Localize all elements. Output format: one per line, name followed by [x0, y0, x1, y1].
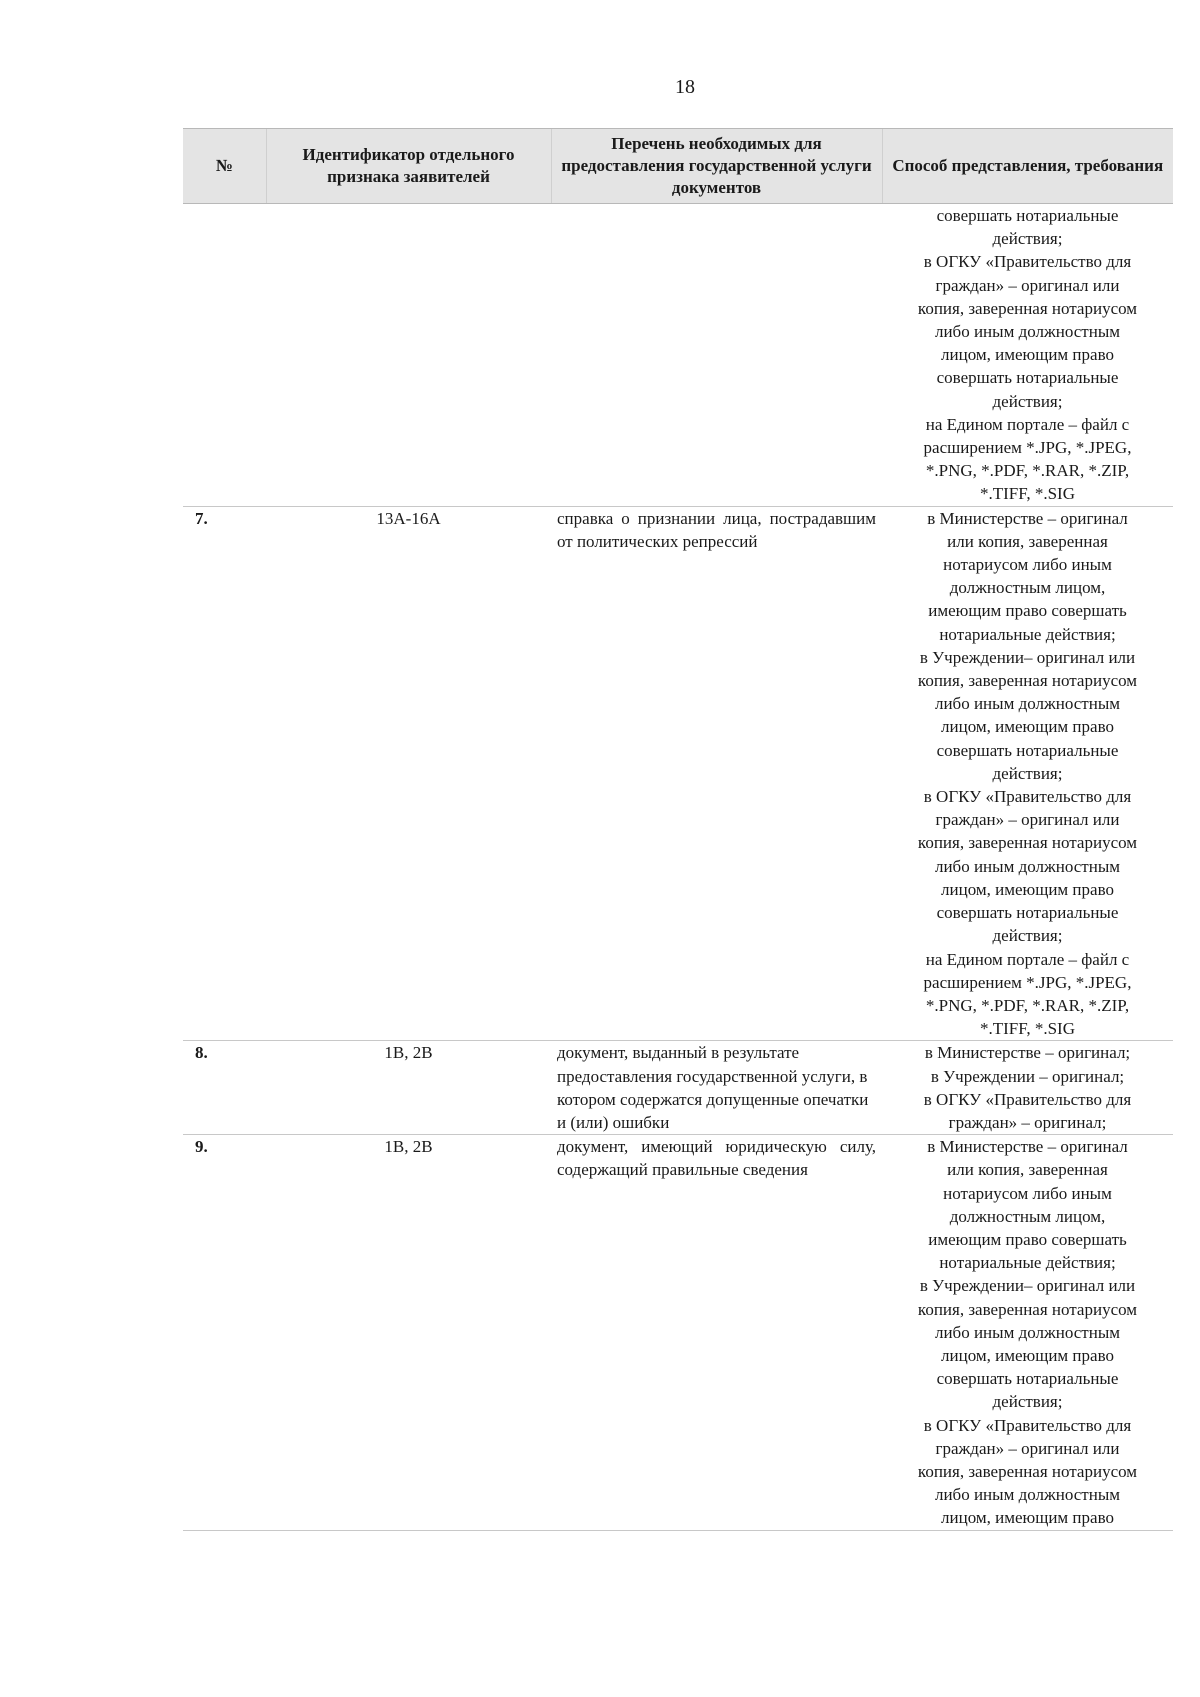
- method-line: действия;: [992, 1392, 1063, 1412]
- method-line: либо иным должностным: [934, 322, 1121, 342]
- row-method: [882, 204, 1173, 507]
- method-line: действия;: [992, 229, 1063, 249]
- method-line: лицом, имеющим право: [941, 717, 1114, 737]
- method-line: *.PNG, *.PDF, *.RAR, *.ZIP,: [925, 995, 1130, 1015]
- method-line: должностным лицом,: [949, 578, 1106, 598]
- table-row: [183, 506, 1173, 1041]
- method-line: граждан» – оригинал или: [935, 275, 1120, 295]
- row-method: [882, 1135, 1173, 1530]
- method-line: расширением *.JPG, *.JPEG,: [923, 438, 1132, 458]
- method-line: расширением *.JPG, *.JPEG,: [923, 972, 1132, 992]
- method-line: в ОГКУ «Правительство для: [923, 787, 1132, 807]
- method-line: лицом, имеющим право: [941, 879, 1114, 899]
- row-documents: [551, 204, 882, 507]
- method-line: действия;: [992, 926, 1063, 946]
- method-line: копия, заверенная нотариусом: [917, 1461, 1138, 1481]
- row-identifier: [266, 204, 551, 507]
- header-number: №: [183, 129, 266, 204]
- method-line: совершать нотариальные: [936, 206, 1119, 225]
- table-row: [183, 1135, 1173, 1530]
- method-line: либо иным должностным: [934, 856, 1121, 876]
- method-line: совершать нотариальные: [936, 1369, 1119, 1389]
- method-line: копия, заверенная нотариусом: [917, 833, 1138, 853]
- method-line: или копия, заверенная: [947, 1160, 1108, 1180]
- documents-table: [183, 128, 1173, 1531]
- method-line: нотариальные действия;: [939, 1253, 1116, 1273]
- row-method: [882, 506, 1173, 1041]
- method-line: на Едином портале – файл с: [925, 949, 1130, 969]
- row-number: 8.: [183, 1041, 266, 1135]
- method-line: в ОГКУ «Правительство для: [923, 1415, 1132, 1435]
- method-line: действия;: [992, 391, 1063, 411]
- method-line: в Учреждении– оригинал или: [919, 647, 1136, 667]
- method-line: или копия, заверенная: [947, 531, 1108, 551]
- row-number: 7.: [183, 506, 266, 1041]
- row-identifier: 1В, 2В: [266, 1135, 551, 1530]
- method-line: имеющим право совершать: [928, 1229, 1127, 1249]
- method-line: *.TIFF, *.SIG: [980, 1019, 1075, 1039]
- method-line: в ОГКУ «Правительство для: [923, 252, 1132, 272]
- method-line: имеющим право совершать: [928, 601, 1127, 621]
- method-line: копия, заверенная нотариусом: [917, 298, 1138, 318]
- method-line: *.PNG, *.PDF, *.RAR, *.ZIP,: [925, 461, 1130, 481]
- method-line: нотариусом либо иным: [943, 555, 1112, 575]
- row-method: [882, 1041, 1173, 1135]
- method-line: лицом, имеющим право: [941, 345, 1114, 365]
- method-line: *.TIFF, *.SIG: [980, 484, 1075, 504]
- header-identifier: Идентификатор отдельного признака заявителей: [266, 129, 551, 204]
- method-line: в Министерстве – оригинал: [927, 1137, 1128, 1157]
- method-line: граждан» – оригинал или: [935, 1438, 1120, 1458]
- method-line: действия;: [992, 763, 1063, 783]
- method-line: нотариусом либо иным: [943, 1183, 1112, 1203]
- row-documents: справка о признании лица, пострадавшим от политических репрессий: [551, 506, 882, 1041]
- method-line: совершать нотариальные: [936, 368, 1119, 388]
- method-line: совершать нотариальные: [936, 903, 1119, 923]
- row-documents: документ, имеющий юридическую силу, содержащий правильные сведения: [551, 1135, 882, 1530]
- table-header-row: [183, 129, 1173, 204]
- method-line: граждан» – оригинал;: [948, 1112, 1107, 1132]
- method-line: лицом, имеющим право: [941, 1508, 1114, 1528]
- header-documents: Перечень необходимых для предоставления государственной услуги документов: [551, 129, 882, 204]
- row-number: [183, 204, 266, 507]
- method-line: в Учреждении – оригинал;: [930, 1066, 1125, 1086]
- method-line: нотариальные действия;: [939, 624, 1116, 644]
- method-line: в Министерстве – оригинал;: [924, 1043, 1131, 1063]
- table-row: [183, 1041, 1173, 1135]
- row-documents: документ, выданный в результате предоставления государственной услуги, в котором содержатся допущенные опечатки и (или) ошибки: [551, 1041, 882, 1135]
- method-line: либо иным должностным: [934, 694, 1121, 714]
- row-identifier: 1В, 2В: [266, 1041, 551, 1135]
- method-line: совершать нотариальные: [936, 740, 1119, 760]
- method-line: граждан» – оригинал или: [935, 810, 1120, 830]
- method-line: копия, заверенная нотариусом: [917, 1299, 1138, 1319]
- method-line: должностным лицом,: [949, 1206, 1106, 1226]
- method-line: в Учреждении– оригинал или: [919, 1276, 1136, 1296]
- row-number: 9.: [183, 1135, 266, 1530]
- method-line: копия, заверенная нотариусом: [917, 671, 1138, 691]
- table-row: [183, 204, 1173, 507]
- page-number: 18: [675, 76, 695, 98]
- method-line: на Едином портале – файл с: [925, 414, 1130, 434]
- row-identifier: 13А-16А: [266, 506, 551, 1041]
- method-line: лицом, имеющим право: [941, 1345, 1114, 1365]
- method-line: либо иным должностным: [934, 1322, 1121, 1342]
- method-line: в Министерстве – оригинал: [927, 508, 1128, 528]
- method-line: либо иным должностным: [934, 1485, 1121, 1505]
- header-method: Способ представления, требования: [882, 129, 1173, 204]
- method-line: в ОГКУ «Правительство для: [923, 1089, 1132, 1109]
